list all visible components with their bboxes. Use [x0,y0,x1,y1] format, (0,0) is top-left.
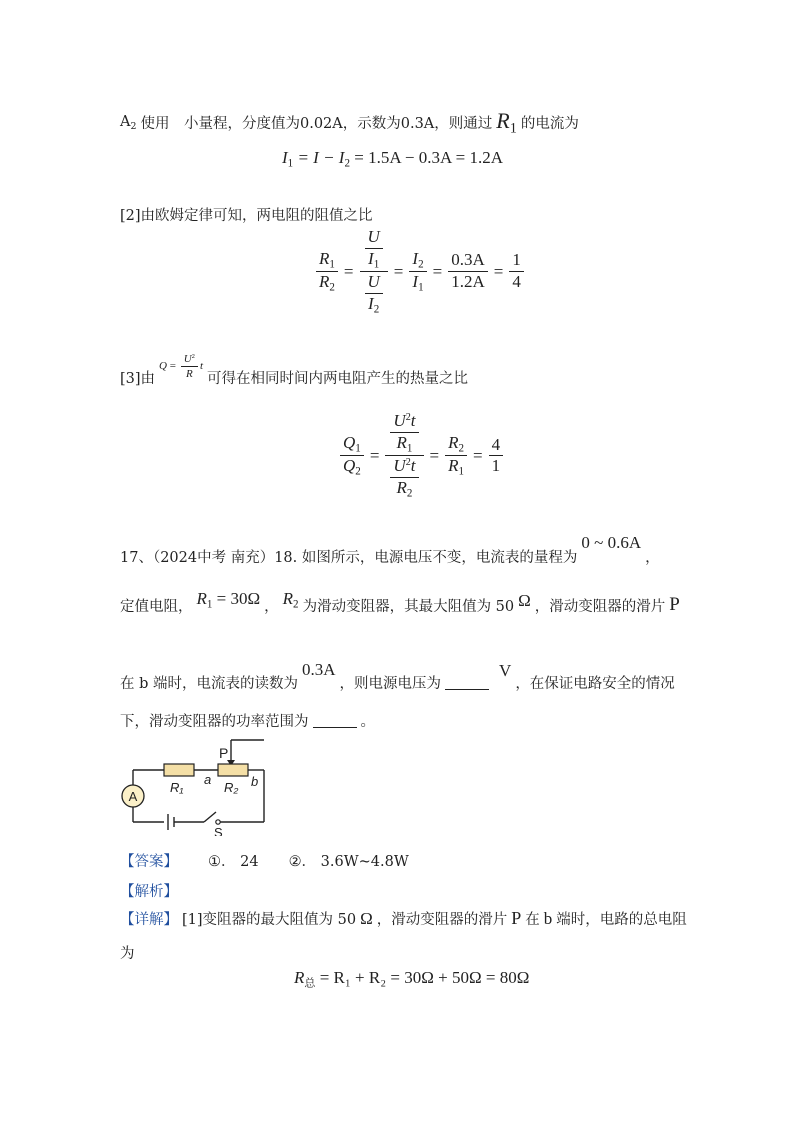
p1-text: 使用 小量程，分度值为0.02A，示数为0.3A，则通过 [140,116,493,133]
paragraph-1 [120,108,579,137]
circuit-diagram [118,736,278,836]
equation-3: $\frac{Q_1}{Q_2}$ = $\frac{\frac{U^2t}{R_1}}{\frac{U^2t}{R_2}}$ = $\frac{R_2}{R_1}$ = $\frac{4}{1}$ [338,412,505,500]
svg-text:R₁: R₁ [170,780,184,795]
answer-line [120,850,409,871]
equation-2: $\frac{R_1}{R_2}$ = $\frac{\frac{U}{I_1}}{\frac{U}{I_2}}$ = $\frac{I_2}{I_1}$ = $\frac{0.3A}{1.2A}$ = $\frac{1}{4}$ [314,228,526,315]
detail-line-2: 为 [120,946,135,962]
analysis-label: 【解析】 [120,884,178,900]
svg-text:A: A [128,789,138,804]
question-17-line-2: 定值电阻， $R_1 = 30\Omega$ ， $R_2$ 为滑动变阻器，其最大阻值为 50 Ω ，滑动变阻器的滑片 P [120,589,680,615]
svg-text:P: P [219,745,229,761]
paragraph-3: [3]由 Q = $\frac{U^2}{R}$ t 可得在相同时间内两电阻产生的热量之比 [120,352,469,387]
p1-r: $R_1$ [496,108,517,137]
paragraph-2: [2]由欧姆定律可知，两电阻的阻值之比 [120,208,373,224]
svg-text:S: S [214,825,223,836]
equation-1: $I_1 = I - I_2 = 1.5A - 0.3A = 1.2A$ [282,148,503,170]
p1-a: $A_2$ [120,113,137,132]
answer-2: ②． 3.6W~4.8W [288,854,409,870]
question-17-line-1: 17、（2024中考 南充）18. 如图所示，电源电压不变，电流表的量程为 0 ~ 0.6A ， [120,532,660,566]
answer-label: 【答案】 [120,854,178,870]
svg-text:a: a [204,772,212,787]
question-17-line-4: 下，滑动变阻器的功率范围为 。 [120,714,375,730]
svg-text:b: b [251,774,259,789]
p1-text-end: 的电流为 [520,116,579,133]
resistor-r1 [164,764,194,776]
resistor-r2 [218,764,248,776]
answer-1: ①． 24 [208,854,259,870]
equation-4: $R_总 = R_1 + R_2 = 30\Omega + 50\Omega = 80\Omega$ [294,968,530,990]
detail-label: 【详解】 [120,912,178,928]
svg-text:R₂: R₂ [224,780,239,795]
question-17-line-3: 在 b 端时，电流表的读数为 0.3A ，则电源电压为 V ，在保证电路安全的情况 [120,659,675,692]
detail-line-1: 【详解】 [1]变阻器的最大阻值为 50 Ω ，滑动变阻器的滑片 P 在 b 端时，电路的总电阻 [120,908,687,928]
